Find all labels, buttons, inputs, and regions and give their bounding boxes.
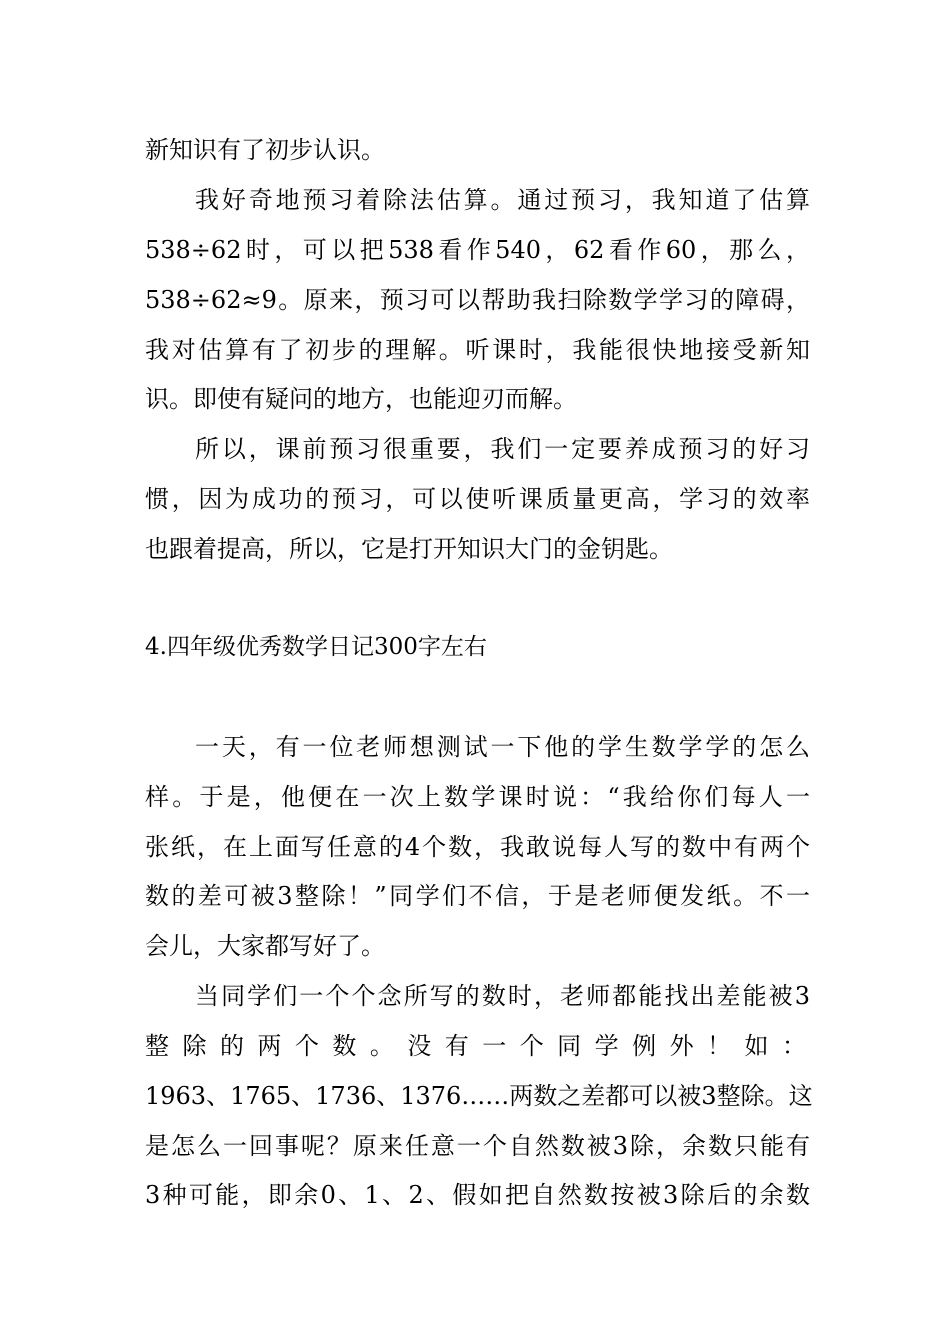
text-line: 整除的两个数。没有一个同学例外！如： (145, 1032, 810, 1060)
paragraph-first-line: 我好奇地预习着除法估算。通过预习，我知道了估算 (195, 186, 810, 214)
text-line: 数的差可被3整除！”同学们不信，于是老师便发纸。不一 (145, 882, 810, 910)
text-line: 538÷62≈9。原来，预习可以帮助我扫除数学学习的障碍， (145, 286, 810, 314)
text-line: 是怎么一回事呢？原来任意一个自然数被3除，余数只能有 (145, 1132, 810, 1160)
text-line: 我对估算有了初步的理解。听课时，我能很快地接受新知 (145, 336, 810, 364)
text-line: 惯，因为成功的预习，可以使听课质量更高，学习的效率 (145, 485, 810, 513)
text-line: 会儿，大家都写好了。 (145, 932, 385, 960)
text-line: 3种可能，即余0、1、2、假如把自然数按被3除后的余数 (145, 1181, 810, 1209)
text-line: 样。于是，他便在一次上数学课时说：“我给你们每人一 (145, 783, 810, 811)
paragraph-first-line: 一天，有一位老师想测试一下他的学生数学学的怎么 (195, 733, 810, 761)
text-line: 1963、1765、1736、1376……两数之差都可以被3整除。这 (145, 1082, 813, 1110)
text-line: 也跟着提高，所以，它是打开知识大门的金钥匙。 (145, 535, 673, 563)
paragraph-first-line: 所以，课前预习很重要，我们一定要养成预习的好习 (195, 435, 810, 463)
text-line: 张纸，在上面写任意的4个数，我敢说每人写的数中有两个 (145, 833, 810, 861)
text-line: 新知识有了初步认识。 (145, 136, 385, 164)
section-heading: 4.四年级优秀数学日记300字左右 (145, 634, 487, 660)
paragraph-first-line: 当同学们一个个念所写的数时，老师都能找出差能被3 (195, 982, 810, 1010)
text-line: 538÷62时，可以把538看作540，62看作60，那么， (145, 236, 810, 264)
text-line: 识。即使有疑问的地方，也能迎刃而解。 (145, 385, 577, 413)
